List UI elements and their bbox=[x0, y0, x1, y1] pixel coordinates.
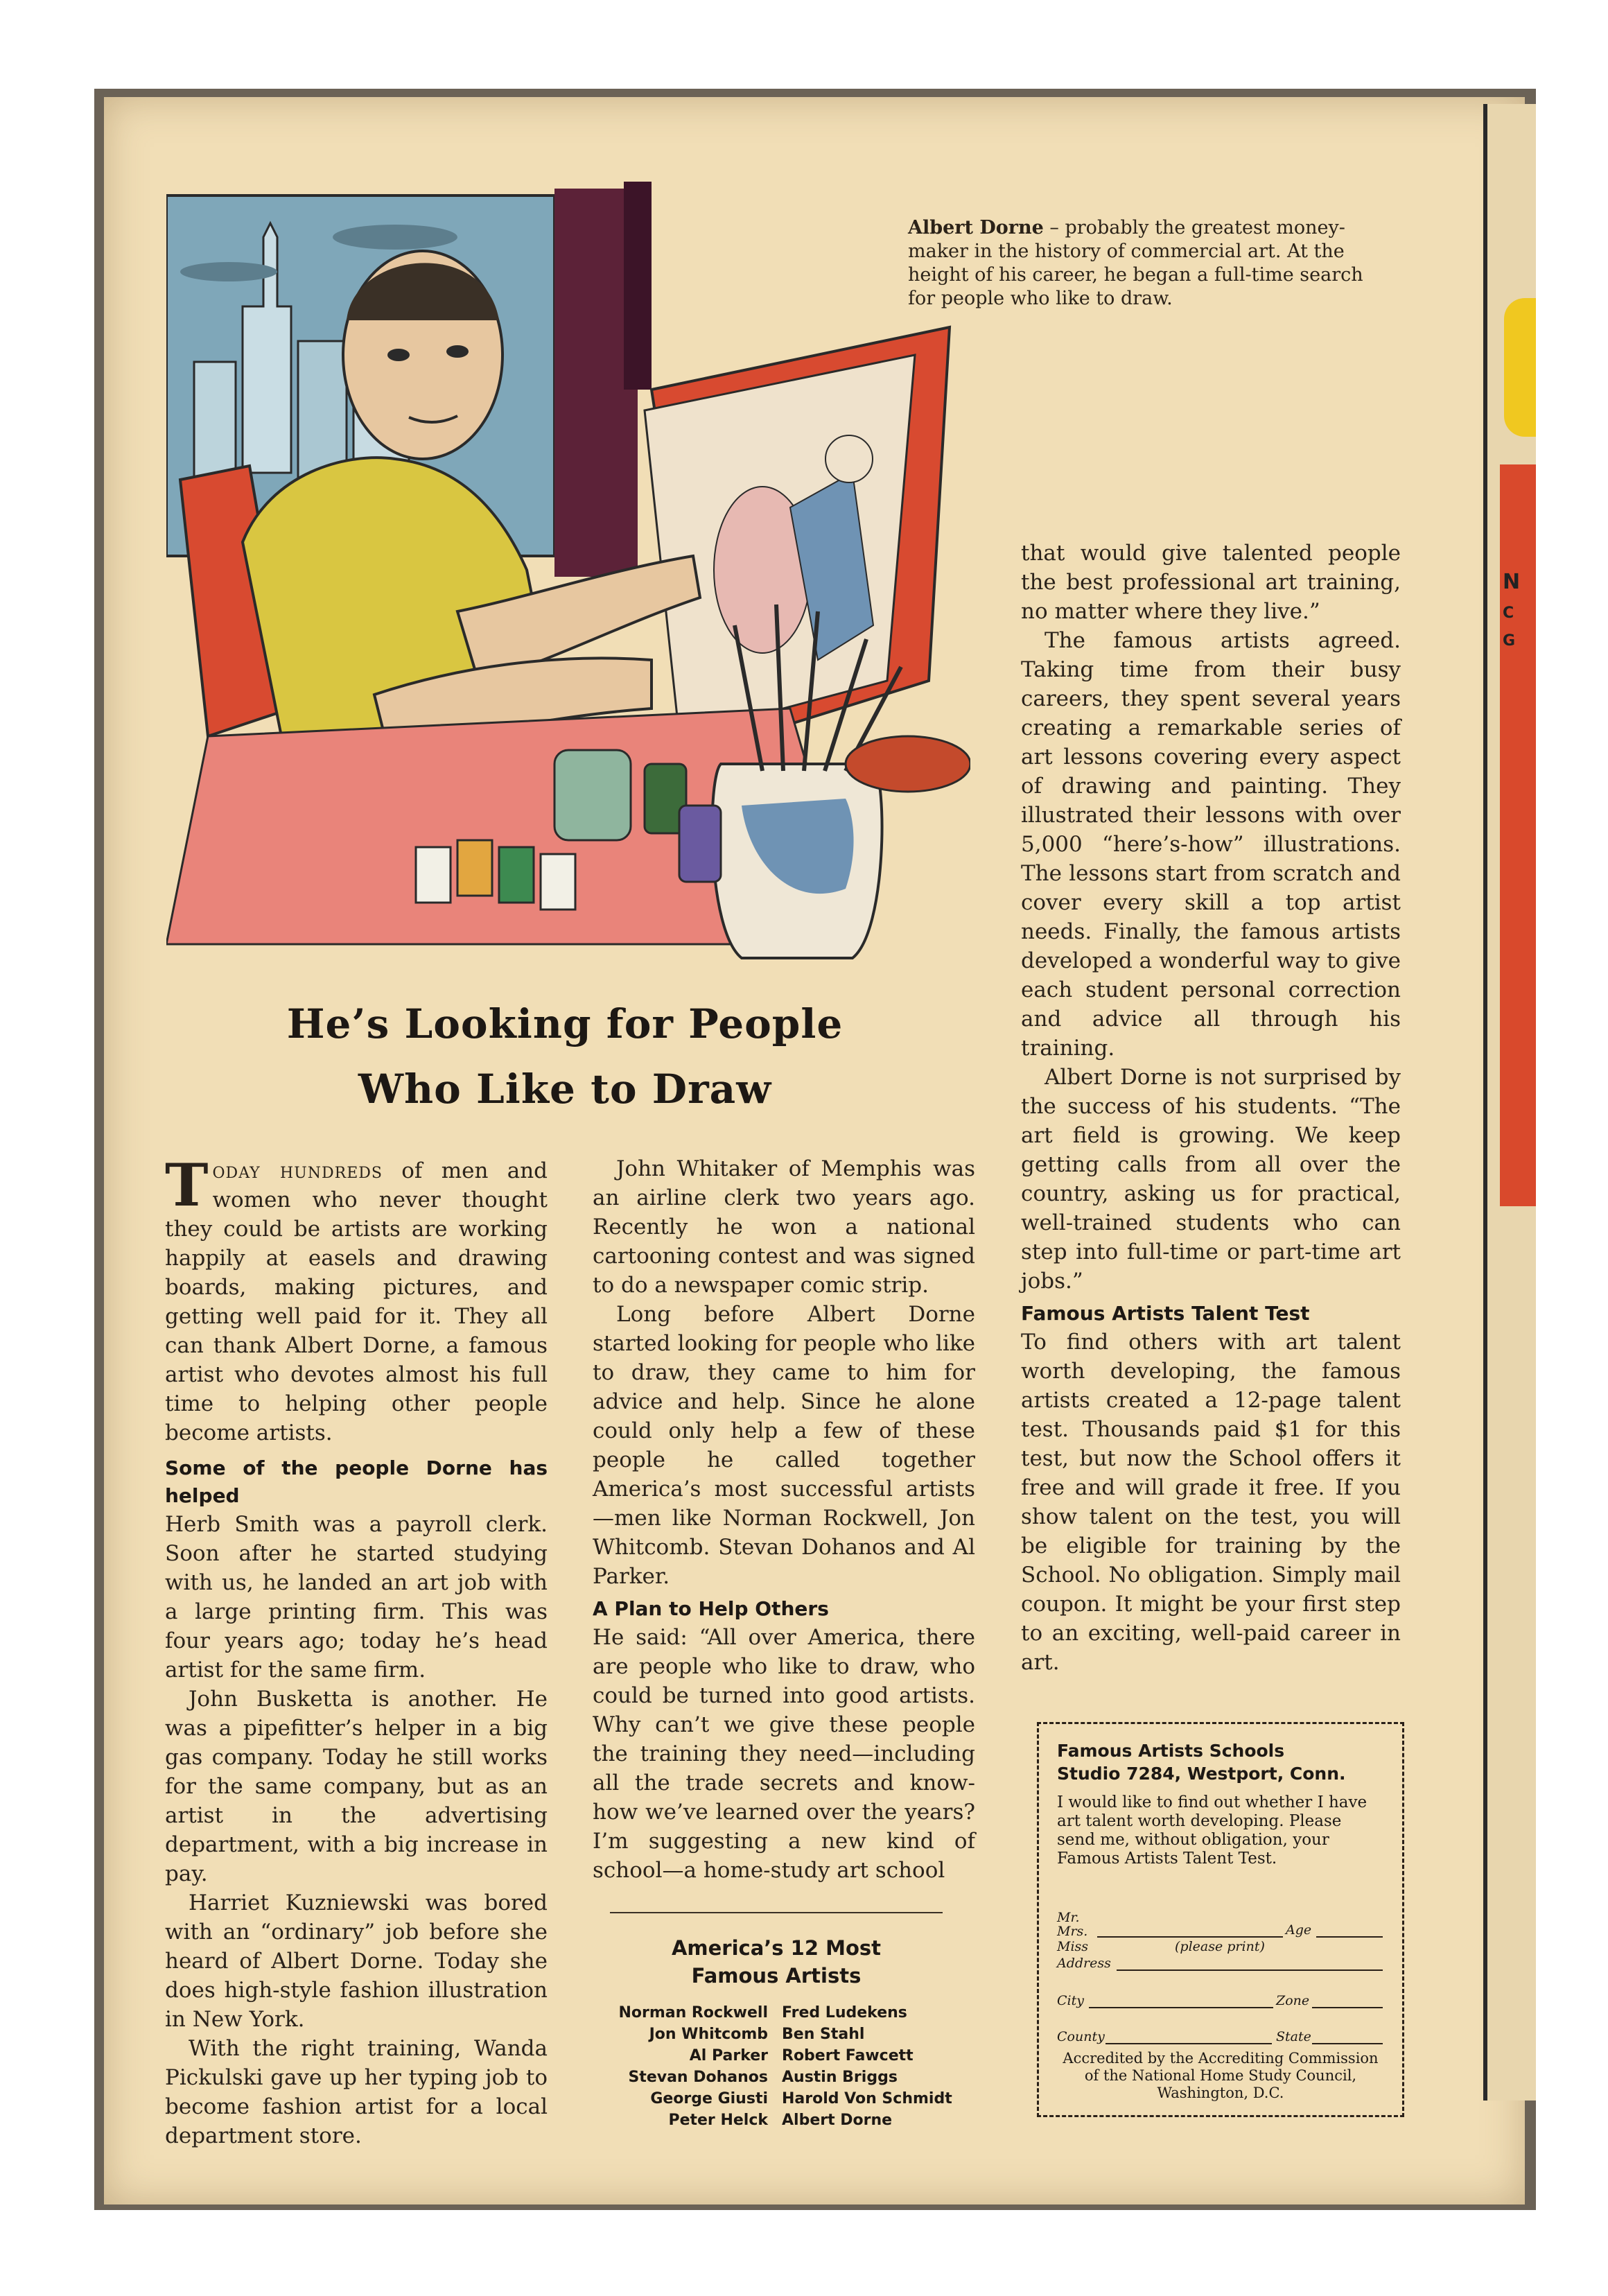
state-field-line[interactable] bbox=[1312, 2043, 1383, 2044]
famous-title-line-1: America’s 12 Most bbox=[671, 1936, 882, 1960]
accreditation-note: Accredited by the Accrediting Commission of the National Home Study Council, Washington, D.C. bbox=[1063, 2050, 1379, 2101]
headline-line-2: Who Like to Draw bbox=[358, 1066, 772, 1113]
paragraph: Long before Albert Dorne started looking for people who like to draw, they came to him for advice and help. Since he alone could only help a few of these people he called together America’s most successful artists —men like Norman Rockwell, Jon Whitcomb. Stevan Dohanos and Al Parker. bbox=[593, 1302, 975, 1589]
artist-name: Harold Von Schmidt bbox=[782, 2090, 952, 2107]
edge-letter: G bbox=[1503, 632, 1516, 650]
famous-artists-title bbox=[603, 1934, 950, 1990]
label-address: Address bbox=[1057, 1956, 1111, 1971]
list-item bbox=[589, 2002, 984, 2024]
artist-name: Al Parker bbox=[689, 2047, 768, 2064]
address-field-line[interactable] bbox=[1117, 1969, 1383, 1971]
artist-name: George Giusti bbox=[650, 2090, 768, 2107]
label-state: State bbox=[1276, 2029, 1311, 2044]
caption-name: Albert Dorne bbox=[908, 217, 1044, 238]
county-field-line[interactable] bbox=[1106, 2043, 1272, 2044]
artist-name: Robert Fawcett bbox=[782, 2047, 914, 2064]
list-item bbox=[589, 2024, 984, 2045]
article-column-3 bbox=[1021, 539, 1401, 1677]
famous-title-line-2: Famous Artists bbox=[691, 1964, 862, 1988]
zone-field-line[interactable] bbox=[1312, 2007, 1383, 2008]
coupon-body: I would like to find out whether I have art talent worth developing. Please send me, without obligation, your Famous Artists Talent Test. bbox=[1057, 1793, 1367, 1868]
label-age: Age bbox=[1286, 1922, 1312, 1938]
article-column-2 bbox=[593, 1154, 975, 1885]
label-city: City bbox=[1057, 1993, 1084, 2008]
artist-name: Jon Whitcomb bbox=[649, 2026, 768, 2043]
artist-name: Norman Rockwell bbox=[618, 2004, 768, 2021]
edge-letter: C bbox=[1503, 605, 1514, 622]
paragraph: Albert Dorne is not surprised by the success of his students. “The art field is growing. We keep getting calls from all over the country, asking us for practical, well-trained students who can step into full-time or part-time art jobs.” bbox=[1021, 1065, 1401, 1294]
list-item bbox=[589, 2088, 984, 2110]
artist-name: Fred Ludekens bbox=[782, 2004, 907, 2021]
adjacent-page-edge bbox=[1483, 104, 1536, 2101]
artist-name: Austin Briggs bbox=[782, 2069, 898, 2086]
subhead-talent-test: Famous Artists Talent Test bbox=[1021, 1302, 1310, 1325]
headline bbox=[194, 991, 936, 1122]
artist-name: Albert Dorne bbox=[782, 2112, 893, 2129]
artist-name: Ben Stahl bbox=[782, 2026, 865, 2043]
paragraph: He said: “All over America, there are people who like to draw, who could be turned into good artists. Why can’t we give these people the training they need—including all the trade secrets and know-how we’ve learned over the years? I’m suggesting a new kind of school—a home-study art school bbox=[593, 1625, 975, 1883]
label-county: County bbox=[1057, 2029, 1105, 2044]
paragraph: John Whitaker of Memphis was an airline clerk two years ago. Recently he won a national cartooning contest and was signed to do a newspaper comic strip. bbox=[593, 1156, 975, 1298]
artist-name: Peter Helck bbox=[668, 2112, 768, 2129]
coupon-school: Famous Artists Schools bbox=[1057, 1741, 1285, 1761]
list-item bbox=[589, 2110, 984, 2131]
article-column-1 bbox=[165, 1151, 548, 2150]
coupon-studio: Studio 7284, Westport, Conn. bbox=[1057, 1764, 1346, 1784]
list-item bbox=[589, 2067, 984, 2088]
list-item bbox=[589, 2045, 984, 2067]
label-zone: Zone bbox=[1276, 1993, 1310, 2008]
artist-illustration bbox=[166, 182, 970, 993]
label-miss: Miss bbox=[1057, 1939, 1089, 1954]
intro-paragraph bbox=[165, 1151, 548, 1447]
label-mr: Mr. bbox=[1057, 1910, 1080, 1925]
paragraph: Harriet Kuzniewski was bored with an “ordinary” job before she heard of Albert Dorne. Today she does high-style fashion illustration in New York. bbox=[165, 1890, 548, 2032]
caption-text: – probably the greatest money-maker in the history of commercial art. At the height of his career, he began a full-time search for people who like to draw. bbox=[908, 217, 1363, 309]
headline-line-1: He’s Looking for People bbox=[286, 1000, 844, 1047]
paragraph: Herb Smith was a payroll clerk. Soon after he started studying with us, he landed an art job with a large printing firm. This was four years ago; today he’s head artist for the same firm. bbox=[165, 1512, 548, 1682]
paragraph: John Busketta is another. He was a pipefitter’s helper in a big gas company. Today he still works for the same company, but as an artist in the advertising department, with a big increase in pay. bbox=[165, 1687, 548, 1886]
name-field-line[interactable] bbox=[1097, 1936, 1283, 1938]
drop-cap: T bbox=[165, 1151, 209, 1219]
artist-name: Stevan Dohanos bbox=[628, 2069, 768, 2086]
please-print-note: (please print) bbox=[1175, 1939, 1265, 1954]
city-field-line[interactable] bbox=[1089, 2007, 1273, 2008]
paragraph: With the right training, Wanda Pickulski gave up her typing job to become fashion artist for a local department store. bbox=[165, 2036, 548, 2148]
subhead-plan: A Plan to Help Others bbox=[593, 1597, 829, 1620]
label-mrs: Mrs. bbox=[1057, 1924, 1088, 1939]
age-field-line[interactable] bbox=[1316, 1936, 1383, 1938]
mail-coupon[interactable] bbox=[1037, 1722, 1404, 2117]
famous-artists-list bbox=[589, 2002, 984, 2131]
lead-smallcaps: oday hundreds bbox=[212, 1158, 383, 1183]
edge-letter: N bbox=[1503, 570, 1521, 594]
subhead-dorne-helped: Some of the people Dorne has helped bbox=[165, 1456, 548, 1507]
illustration-caption bbox=[908, 216, 1393, 311]
paragraph: To find others with art talent worth developing, the famous artists created a 12-page talent test. Thousands paid $1 for this test, but now the School offers it free and will grade it free. If you show talent on the test, you will be eligible for training by the School. No obligation. Simply mail coupon. It might be your first step to an exciting, well-paid career in art. bbox=[1021, 1330, 1401, 1675]
yellow-shape bbox=[1504, 298, 1536, 437]
divider-rule bbox=[610, 1912, 943, 1913]
paragraph: The famous artists agreed. Taking time from their busy careers, they spent several years creating a remarkable series of art lessons covering every aspect of drawing and painting. They illustrated their lessons with over 5,000 “here’s-how” illustrations. The lessons start from scratch and cover every skill a top artist needs. Finally, the famous artists developed a wonderful way to give each student personal correction and advice all through his training. bbox=[1021, 628, 1401, 1061]
paragraph: that would give talented people the best professional art training, no matter where they live.” bbox=[1021, 541, 1401, 624]
intro-text: of men and women who never thought they could be artists are working happily at easels and drawing boards, making pictures, and getting well paid for it. They all can thank Albert Dorne, a famous artist who devotes almost his full time to helping other people become artists. bbox=[165, 1158, 548, 1445]
